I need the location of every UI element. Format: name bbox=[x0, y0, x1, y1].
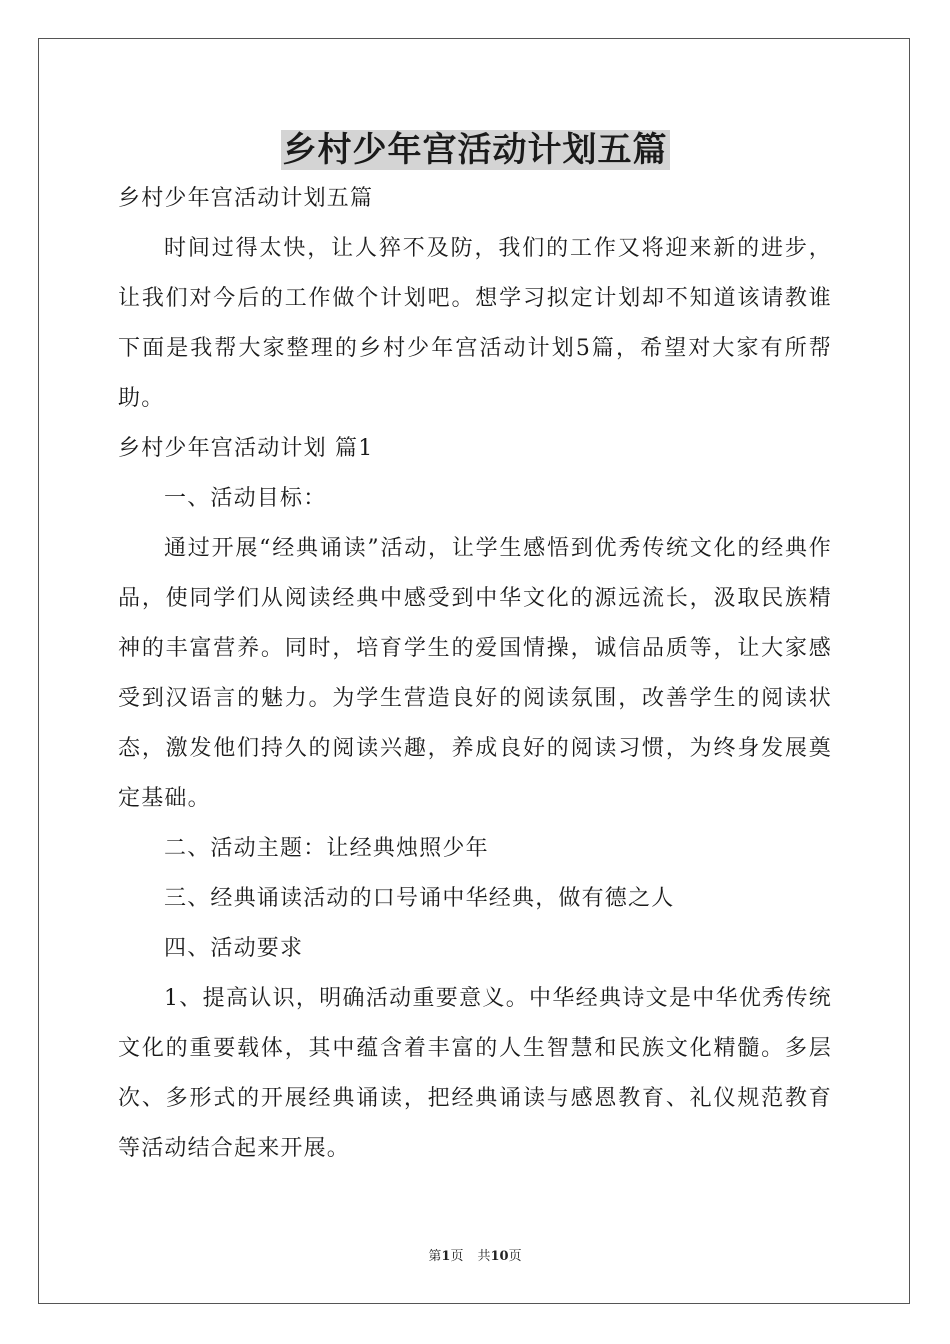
heading-activity-slogan: 三、经典诵读活动的口号诵中华经典，做有德之人 bbox=[164, 886, 675, 911]
paragraph-requirement-1: 1、提高认识，明确活动重要意义。中华经典诗文是中华优秀传统文化的重要载体，其中蕴含着丰富的人生智慧和民族文化精髓。多层次、多形式的开展经典诵读，把经典诵读与感恩教育、礼仪规范教育等活动结合起来开展。 bbox=[118, 986, 832, 1161]
heading-activity-requirements: 四、活动要求 bbox=[164, 936, 304, 961]
heading-activity-theme: 二、活动主题：让经典烛照少年 bbox=[164, 836, 489, 861]
section-heading-part-1: 乡村少年宫活动计划 篇1 bbox=[118, 436, 374, 461]
footer-page-prefix: 第 bbox=[428, 1249, 442, 1264]
footer-page-suffix: 页 bbox=[450, 1249, 464, 1264]
paragraph-activity-goals: 通过开展“经典诵读”活动，让学生感悟到优秀传统文化的经典作品，使同学们从阅读经典中感受到中华文化的源远流长，汲取民族精神的丰富营养。同时，培育学生的爱国情操，诚信品质等，让大家感受到汉语言的魅力。为学生营造良好的阅读氛围，改善学生的阅读状态，激发他们持久的阅读兴趣，养成良好的阅读习惯，为终身发展奠定基础。 bbox=[118, 536, 832, 811]
heading-activity-goals: 一、活动目标： bbox=[164, 486, 327, 511]
footer-total-prefix: 共 bbox=[477, 1249, 491, 1264]
document-title bbox=[0, 124, 950, 176]
footer-total-pages: 10 bbox=[490, 1249, 509, 1264]
paragraph-subtitle: 乡村少年宫活动计划五篇 bbox=[118, 186, 374, 211]
footer-total-suffix: 页 bbox=[508, 1249, 522, 1264]
document-title-text: 乡村少年宫活动计划五篇 bbox=[282, 130, 668, 170]
paragraph-intro: 时间过得太快，让人猝不及防，我们的工作又将迎来新的进步，让我们对今后的工作做个计划吧。想学习拟定计划却不知道该请教谁下面是我帮大家整理的乡村少年宫活动计划5篇，希望对大家有所帮助。 bbox=[118, 236, 832, 411]
footer-current-page: 1 bbox=[441, 1249, 451, 1264]
document-body bbox=[118, 174, 832, 1174]
page-footer bbox=[0, 1248, 950, 1266]
